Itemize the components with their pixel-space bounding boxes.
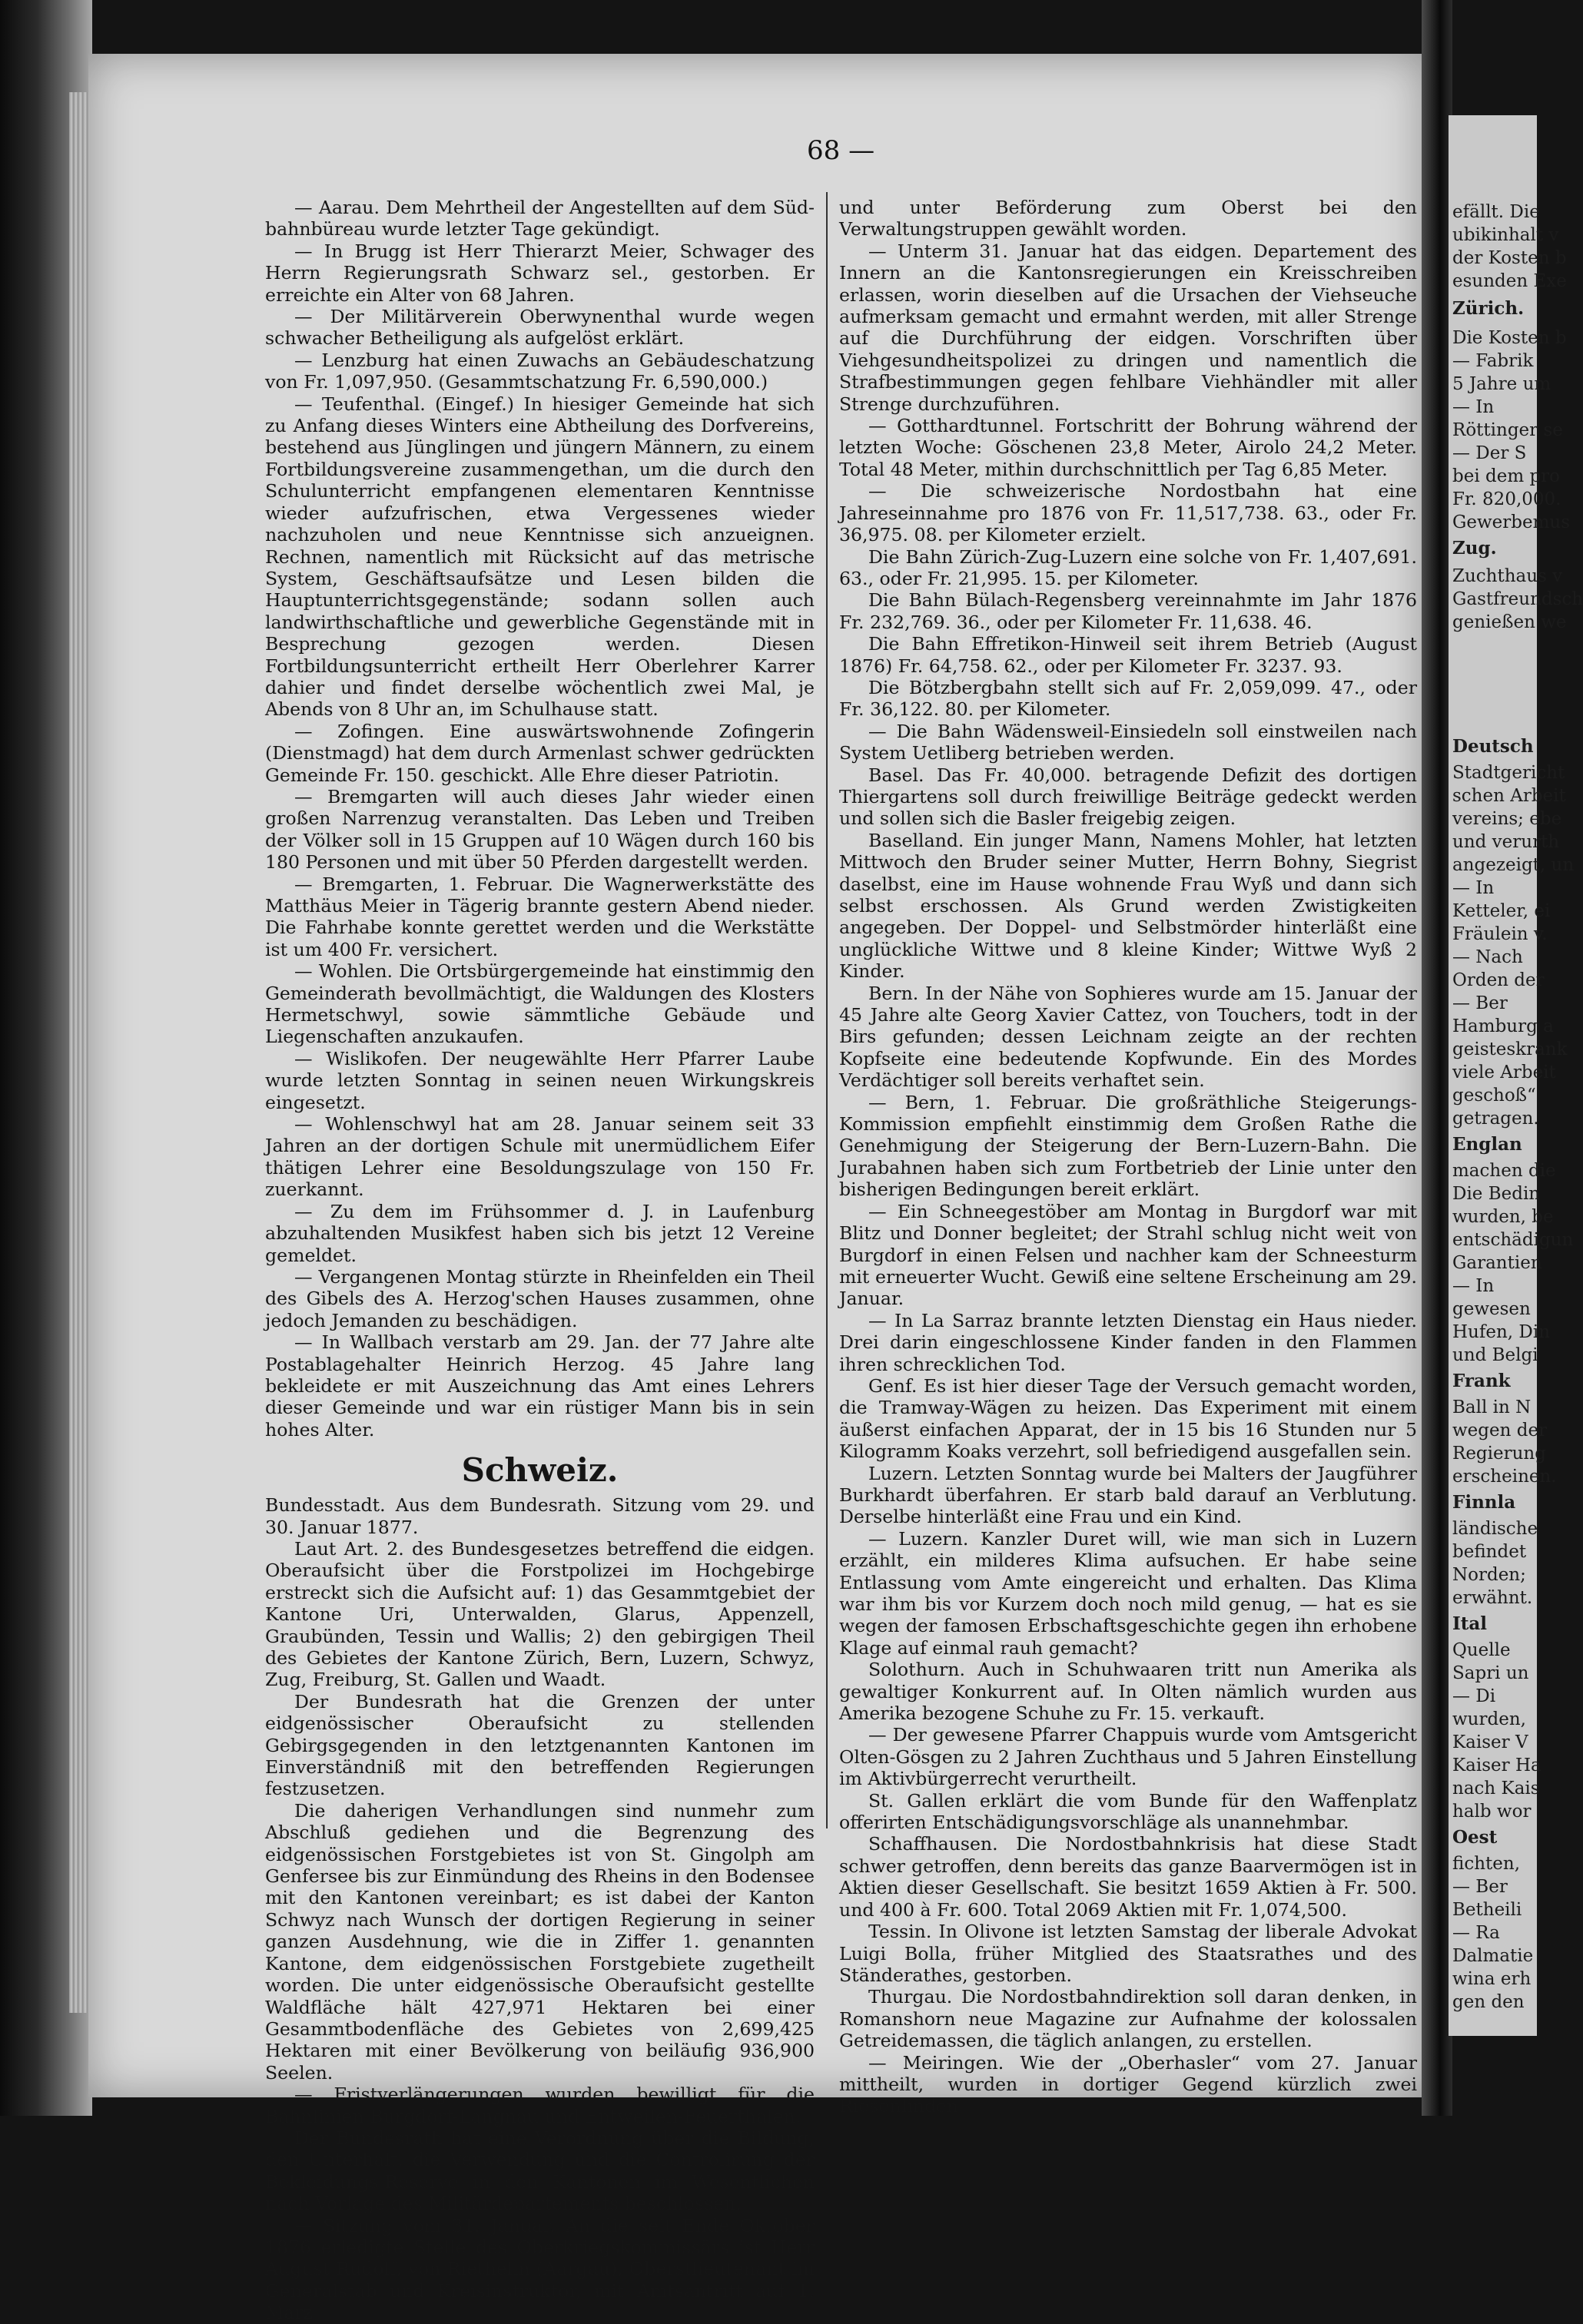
facing-page-line: Die Kosten b bbox=[1452, 328, 1567, 348]
facing-page-line: genießen we bbox=[1452, 612, 1567, 632]
facing-page-line: und verurth bbox=[1452, 832, 1560, 852]
facing-page-line: Gewerbemus bbox=[1452, 512, 1571, 532]
facing-page-line: befindet bbox=[1452, 1542, 1527, 1562]
article-paragraph: — Die Bahn Wädensweil-Einsiedeln soll einstweilen nach System Uetliberg betrieben werden. bbox=[839, 720, 1417, 764]
facing-page-line: getragen. bbox=[1452, 1109, 1539, 1129]
article-paragraph: — Gotthardtunnel. Fortschritt der Bohrung während der letzten Woche: Göschenen 23,8 Meter, Airolo 24,2 Meter. Total 48 Meter, mithin durchschnittlich per Tag 6,85 Meter. bbox=[839, 415, 1417, 480]
article-paragraph: Bern. In der Nähe von Sophieres wurde am 15. Januar der 45 Jahre alte Georg Xavier Cattez, von Touchers, todt in der Birs gefunden; dessen Leichnam zeigte an der rechten Kopfseite eine bedeutende Kopfwunde. Ein des Mordes Verdächtiger soll bereits verhaftet sein. bbox=[839, 982, 1417, 1092]
facing-page-line: Zuchthaus v bbox=[1452, 566, 1563, 586]
facing-page-line: erscheinen. bbox=[1452, 1467, 1557, 1487]
section-heading: Schweiz. bbox=[461, 1451, 619, 1490]
article-paragraph: — Lenzburg hat einen Zuwachs an Gebäudeschatzung von Fr. 1,097,950. (Gesammtschatzung Fr. 6,590,000.) bbox=[265, 349, 815, 393]
facing-page-line: Hamburg a bbox=[1452, 1016, 1554, 1036]
facing-page-line: angezeigt, un bbox=[1452, 855, 1575, 875]
facing-page-line: Kaiser Ha bbox=[1452, 1755, 1542, 1775]
facing-page-line: wina erh bbox=[1452, 1969, 1532, 1989]
facing-page-line: halb wor bbox=[1452, 1802, 1532, 1822]
facing-page-line: Hufen, Din bbox=[1452, 1322, 1551, 1342]
facing-page-line: fichten, bbox=[1452, 1854, 1521, 1874]
facing-page-line: Kaiser V bbox=[1452, 1732, 1528, 1752]
article-paragraph: — Bremgarten will auch dieses Jahr wieder einen großen Narrenzug veranstalten. Das Leben und Treiben der Völker soll in 15 Gruppen auf 10 Wägen durch 160 bis 180 Personen und mit über 50 Pferden dargestellt werden. bbox=[265, 785, 815, 874]
facing-page-line: erwähnt. bbox=[1452, 1588, 1533, 1608]
article-paragraph: Schaffhausen. Die Nordostbahnkrisis hat diese Stadt schwer getroffen, denn bereits das ganze Baarvermögen ist in Aktien dieser Gesellschaft. Sie besitzt 1659 Aktien à Fr. 500. und 400 à Fr. 600. Total 2069 Aktien mit Fr. 1,074,500. bbox=[839, 1833, 1417, 1921]
facing-page-line: — In bbox=[1452, 397, 1495, 417]
facing-page-line: Quelle bbox=[1452, 1640, 1511, 1660]
article-paragraph: — In La Sarraz brannte letzten Dienstag ein Haus nieder. Drei darin eingeschlossene Kinder fanden in den Flammen ihren schrecklichen Tod. bbox=[839, 1309, 1417, 1375]
article-paragraph: Baselland. Ein junger Mann, Namens Mohler, hat letzten Mittwoch den Bruder seiner Mutter, Herrn Bohny, Siegrist daselbst, eine im Hause wohnende Frau Wyß und dann sich selbst erschossen. Als Grund werden Zwistigkeiten angegeben. Der Doppel- und Selbstmörder hinterläßt eine unglückliche Wittwe und 8 kleine Kinder; Wittwe Wyß 2 Kinder. bbox=[839, 829, 1417, 983]
article-paragraph: — Zofingen. Eine auswärtswohnende Zofingerin (Dienstmagd) hat dem durch Armenlast schwer gedrückten Gemeinde Fr. 150. geschickt. Alle Ehre dieser Patriotin. bbox=[265, 720, 815, 786]
facing-page-line: Zürich. bbox=[1452, 298, 1525, 319]
facing-page-line: efällt. Die bbox=[1452, 202, 1540, 222]
article-paragraph: — Wislikofen. Der neugewählte Herr Pfarrer Laube wurde letzten Sonntag in seinen neuen Wirkungskreis eingesetzt. bbox=[265, 1047, 815, 1113]
facing-page-line: Oest bbox=[1452, 1827, 1498, 1848]
facing-page-line: nach Kais bbox=[1452, 1779, 1540, 1799]
article-paragraph: Die daherigen Verhandlungen sind nunmehr zum Abschluß gediehen und die Begrenzung des eidgenössischen Forstgebietes ist von St. Gingolph am Genfersee bis zur Einmündung des Rheins in den Bodensee mit den Kantonen vereinbart; es ist dabei der Kanton Schwyz nach Wunsch der dortigen Regierung in seiner ganzen Ausdehnung, wie die in Ziffer 1. genannten Kantone, dem eidgenössischen Forstgebiete zugetheilt worden. Die unter eidgenössische Oberaufsicht gestellte Waldfläche hält 427,971 Hektaren bei einer Gesammtbodenfläche des Gebietes von 2,699,425 Hektaren mit einer Bevölkerung von beiläufig 936,900 Seelen. bbox=[265, 1799, 815, 2084]
article-paragraph: — Zu dem im Frühsommer d. J. in Laufenburg abzuhaltenden Musikfest haben sich bis jetzt 12 Vereine gemeldet. bbox=[265, 1200, 815, 1266]
facing-page-line: wurden, be bbox=[1452, 1207, 1554, 1227]
article-paragraph: — Die schweizerische Nordostbahn hat eine Jahreseinnahme pro 1876 von Fr. 11,517,738. 63., oder Fr. 36,975. 08. per Kilometer erzielt. bbox=[839, 480, 1417, 546]
facing-page-line: Ball in N bbox=[1452, 1397, 1532, 1417]
article-paragraph: Tessin. In Olivone ist letzten Samstag der liberale Advokat Luigi Bolla, früher Mitglied des Staatsrathes und des Ständerathes, gestorben. bbox=[839, 1921, 1417, 1986]
article-paragraph: Luzern. Letzten Sonntag wurde bei Malters der Jaugführer Burkhardt überfahren. Er starb bald darauf an Verblutung. Derselbe hinterläßt eine Frau und ein Kind. bbox=[839, 1462, 1417, 1528]
facing-page-line: vereins; ebe bbox=[1452, 809, 1562, 829]
facing-page-line: 5 Jahre um bbox=[1452, 374, 1551, 394]
facing-page-line: — Der S bbox=[1452, 443, 1527, 463]
article-paragraph: — Bremgarten, 1. Februar. Die Wagnerwerkstätte des Matthäus Meier in Tägerig brannte gestern Abend nieder. Die Fahrhabe konnte gerettet werden und die Werkstätte ist um 400 Fr. versichert. bbox=[265, 873, 815, 960]
facing-page-line: wurden, bbox=[1452, 1709, 1526, 1729]
facing-page-line: Betheili bbox=[1452, 1900, 1522, 1920]
article-paragraph: Die Bahn Bülach-Regensberg vereinnahmte im Jahr 1876 Fr. 232,769. 36., oder per Kilometer Fr. 11,638. 46. bbox=[839, 589, 1417, 633]
article-paragraph: — Unterm 31. Januar hat das eidgen. Departement des Innern an die Kantonsregierungen ein Kreisschreiben erlassen, worin dieselben auf die Ursachen der Viehseuche aufmerksam gemacht und ermahnt werden, mit aller Strenge auf die Durchführung der eidgen. Vorschriften über Viehgesundheitspolizei zu dringen und namentlich die Strafbestimmungen gegen fehlbare Viehhändler mit aller Strenge durchzuführen. bbox=[839, 240, 1417, 415]
facing-page-line: Orden der bbox=[1452, 970, 1545, 990]
facing-page-line: der Kosten b bbox=[1452, 248, 1567, 268]
facing-page-line: Sapri un bbox=[1452, 1663, 1529, 1683]
facing-page-line: Die Bedin bbox=[1452, 1184, 1541, 1204]
article-paragraph: — In Wallbach verstarb am 29. Jan. der 77 Jahre alte Postablagehalter Heinrich Herzog. 45 Jahre lang bekleidete er mit Auszeichnung das Amt eines Lehrers dieser Gemeinde und war ein rüstiger Mann bis in sein hohes Alter. bbox=[265, 1331, 815, 1440]
facing-page-line: Deutsch bbox=[1452, 736, 1534, 757]
article-paragraph: — Der gewesene Pfarrer Chappuis wurde vom Amtsgericht Olten-Gösgen zu 2 Jahren Zuchthaus und 5 Jahren Einstellung im Aktivbürgerrecht verurtheilt. bbox=[839, 1724, 1417, 1790]
article-paragraph: — Fristverlängerungen wurden bewilligt für die Bahnlinien Burgdorf-Langnau und Entweilen-Feuerthalen. bbox=[265, 2084, 815, 2127]
article-paragraph: Laut Art. 2. des Bundesgesetzes betreffend die eidgen. Oberaufsicht über die Forstpolizei im Hochgebirge erstreckt sich die Aufsicht auf: 1) das Gesammtgebiet der Kantone Uri, Unterwalden, Glarus, Appenzell, Graubünden, Tessin und Wallis; 2) den gebirgigen Theil des Gebietes der Kantone Zürich, Bern, Luzern, Schwyz, Zug, Freiburg, St. Gallen und Waadt. bbox=[265, 1537, 815, 1691]
facing-page-line: gewesen bbox=[1452, 1299, 1531, 1319]
column-rule bbox=[826, 192, 828, 1828]
article-paragraph: Bundesstadt. Aus dem Bundesrath. Sitzung vom 29. und 30. Januar 1877. bbox=[265, 1494, 815, 1538]
facing-page-line: esunden Exe bbox=[1452, 271, 1567, 291]
article-paragraph: — Wohlenschwyl hat am 28. Januar seinem seit 33 Jahren an der dortigen Schule mit unermüdlichem Eifer thätigen Lehrer eine Besoldungszulage von 150 Fr. zuerkannt. bbox=[265, 1113, 815, 1201]
facing-page-line: gen den bbox=[1452, 1992, 1525, 2012]
facing-page-line: wegen der bbox=[1452, 1421, 1548, 1440]
article-paragraph: — Meiringen. Wie der „Oberhasler“ vom 27. Januar mittheilt, wurden in dortiger Gegend kürzlich zwei Riesenlinden bbox=[839, 2051, 1417, 2117]
facing-page-line: ubikinhalt v bbox=[1452, 225, 1559, 245]
right-column bbox=[839, 197, 1417, 2117]
article-paragraph: und unter Beförderung zum Oberst bei den Verwaltungstruppen gewählt worden. bbox=[839, 197, 1417, 240]
facing-page-line: — Nach bbox=[1452, 947, 1523, 967]
facing-page-line: geisteskrank bbox=[1452, 1039, 1568, 1059]
facing-page-line: geschoß“ bbox=[1452, 1086, 1536, 1106]
article-paragraph: Der Bundesrath hat die Grenzen der unter eidgenössischer Oberaufsicht zu stellenden Gebirgsgegenden in den letztgenannten Kantonen im Einverständniß mit den betreffenden Regierungen festzusetzen. bbox=[265, 1690, 815, 1800]
facing-page-line: ländische bbox=[1452, 1519, 1538, 1539]
facing-page-line: Fr. 820,000. bbox=[1452, 489, 1561, 509]
facing-page-line: bei dem pro bbox=[1452, 466, 1561, 486]
facing-page-line: — Ber bbox=[1452, 993, 1508, 1013]
facing-page-line: — In bbox=[1452, 1276, 1495, 1296]
article-paragraph: — Vergangenen Montag stürzte in Rheinfelden ein Theil des Gibels des A. Herzog'schen Hauses zusammen, ohne jedoch Jemanden zu beschädigen. bbox=[265, 1265, 815, 1331]
facing-page-line: Frank bbox=[1452, 1371, 1511, 1391]
facing-page-line: — In bbox=[1452, 878, 1495, 898]
article-paragraph: — Aarau. Dem Mehrtheil der Angestellten auf dem Süd-bahnbüreau wurde letzter Tage gekündigt. bbox=[265, 197, 815, 240]
article-paragraph: Thurgau. Die Nordostbahndirektion soll daran denken, in Romanshorn neue Magazine zur Aufnahme der kolossalen Getreidemassen, die täglich anlangen, zu erstellen. bbox=[839, 1986, 1417, 2052]
article-paragraph: — Sitzung vom 31. Januar. An die seit Ende Oktober 1876 erledigte Stelle des Oberkriegskommissärs ist Herr August Rudolf, von Riethelm (Aargau), Oberstlieutenant im Generalstab und Kreisinstruktor, mit Amtsantritt auf 1. März bbox=[265, 2214, 815, 2324]
facing-page-line: — Ber bbox=[1452, 1877, 1508, 1897]
facing-page-line: viele Arbeit bbox=[1452, 1063, 1556, 1082]
article-paragraph: Basel. Das Fr. 40,000. betragende Defizit des dortigen Thiergartens soll durch freiwillige Beiträge gedeckt werden und sollen sich die Basler freigebig zeigen. bbox=[839, 764, 1417, 830]
article-paragraph: — Ein Schneegestöber am Montag in Burgdorf war mit Blitz und Donner begleitet; der Strahl schlug nicht weit von Burgdorf in einen Felsen und nachher kam der Schneesturm mit erneuerter Wucht. Gewiß eine seltene Erscheinung am 29. Januar. bbox=[839, 1200, 1417, 1310]
facing-page-line: und Belgi bbox=[1452, 1345, 1538, 1365]
facing-page-line: Englan bbox=[1452, 1134, 1522, 1155]
article-paragraph: St. Gallen erklärt die vom Bunde für den Waffenplatz offerirten Entschädigungsvorschläge als unannehmbar. bbox=[839, 1789, 1417, 1834]
article-paragraph: Die Bahn Effretikon-Hinweil seit ihrem Betrieb (August 1876) Fr. 64,758. 62., oder per Kilometer Fr. 3237. 93. bbox=[839, 633, 1417, 677]
facing-page-line: Garantien bbox=[1452, 1253, 1542, 1273]
facing-page-line: — Di bbox=[1452, 1686, 1496, 1706]
facing-page-line: Gastfreundsch bbox=[1452, 589, 1583, 609]
article-paragraph: — In Brugg ist Herr Thierarzt Meier, Schwager des Herrn Regierungsrath Schwarz sel., gestorben. Er erreichte ein Alter von 68 Jahren. bbox=[265, 240, 815, 306]
facing-page-line: Fräulein v. bbox=[1452, 924, 1548, 944]
left-column bbox=[265, 197, 815, 2324]
facing-page-line: entschädigun bbox=[1452, 1230, 1574, 1250]
facing-page-line: Norden; bbox=[1452, 1565, 1526, 1585]
facing-page-line: Ital bbox=[1452, 1613, 1488, 1634]
article-paragraph: Die Bötzbergbahn stellt sich auf Fr. 2,059,099. 47., oder Fr. 36,122. 80. per Kilometer. bbox=[839, 676, 1417, 721]
facing-page-line: — Fabrik bbox=[1452, 351, 1534, 371]
article-paragraph: Die Bahn Zürich-Zug-Luzern eine solche von Fr. 1,407,691. 63., oder Fr. 21,995. 15. per Kilometer. bbox=[839, 545, 1417, 589]
article-paragraph: — Bern, 1. Februar. Die großräthliche Steigerungs-Kommission empfiehlt einstimmig dem Großen Rathe die Genehmigung der Steigerung der Bern-Luzern-Bahn. Die Jurabahnen haben sich zum Fortbetrieb der Linie unter den bisherigen Bedingungen bereit erklärt. bbox=[839, 1091, 1417, 1201]
facing-page-line: schen Arbeit bbox=[1452, 786, 1566, 806]
facing-page-line: Röttinger se bbox=[1452, 420, 1563, 440]
page-number: 68 — bbox=[807, 135, 875, 166]
facing-page-line: Finnla bbox=[1452, 1492, 1516, 1513]
article-paragraph: — Luzern. Kanzler Duret will, wie man sich in Luzern erzählt, ein milderes Klima aufsuchen. Er habe seine Entlassung vom Amte eingereicht und erhalten. Das Klima war ihm bis vor Kurzem doch noch mild genug, — hat es sie wegen der famosen Erbschaftsgeschichte gegen ihn erhobene Klage auf einmal rauh gemacht? bbox=[839, 1527, 1417, 1659]
article-paragraph: — Wohlen. Die Ortsbürgergemeinde hat einstimmig den Gemeinderath bevollmächtigt, die Waldungen des Klosters Hermetschwyl, sowie sämmtliche Gebäude und Liegenschaften anzukaufen. bbox=[265, 960, 815, 1048]
facing-page-line: Stadtgericht bbox=[1452, 763, 1565, 783]
article-paragraph: — Der Militärverein Oberwynenthal wurde wegen schwacher Betheiligung als aufgelöst erklärt. bbox=[265, 306, 815, 350]
article-paragraph: Der Bundesrath hat eine Verordnung über die Bildung, den Unterhalt, die Verwendung und die Controlirung der Bekleidungs-Reserve in den Kantonen im Wesentlichen nach Vorlage des Militärdepartements beschlossen. bbox=[265, 2127, 815, 2215]
facing-page-line: Dalmatie bbox=[1452, 1946, 1534, 1966]
book-gutter bbox=[1422, 0, 1452, 2116]
facing-page-line: Ketteler, ei bbox=[1452, 901, 1551, 921]
facing-page-line: Zug. bbox=[1452, 538, 1497, 559]
article-paragraph: Solothurn. Auch in Schuhwaaren tritt nun Amerika als gewaltiger Konkurrent auf. In Olten nämlich wurden aus Amerika bezogene Schuhe zu Fr. 15. verkauft. bbox=[839, 1659, 1417, 1725]
article-paragraph: Genf. Es ist hier dieser Tage der Versuch gemacht worden, die Tramway-Wägen zu heizen. Das Experiment mit einem äußerst einfachen Apparat, der in 15 bis 16 Stunden nur 5 Kilogramm Koaks verzehrt, soll befriedigend ausgefallen sein. bbox=[839, 1374, 1417, 1463]
article-paragraph: — Teufenthal. (Eingef.) In hiesiger Gemeinde hat sich zu Anfang dieses Winters eine Abtheilung des Dorfvereins, bestehend aus Jünglingen und jüngern Männern, zu einem Fortbildungsvereine zusammengethan, um die durch den Schulunterricht empfangenen elementaren Kenntnisse wieder aufzufrischen, etwa Vergessenes wieder nachzuholen und neue Kenntnisse sich anzueignen. Rechnen, namentlich mit Rücksicht auf das metrische System, Geschäftsaufsätze und Lesen bilden die Hauptunterrichtsgegenstände; sodann sollen auch landwirthschaftliche und gewerbliche Gegenstände mit in Besprechung gezogen werden. Diesen Fortbildungsunterricht ertheilt Herr Oberlehrer Karrer dahier und findet derselbe wöchentlich zwei Mal, je Abends von 8 Uhr an, im Schulhause statt. bbox=[265, 393, 815, 721]
facing-page-line: machen die bbox=[1452, 1161, 1556, 1181]
facing-page-line: Regierung bbox=[1452, 1444, 1546, 1464]
facing-page-line: — Ra bbox=[1452, 1923, 1500, 1943]
